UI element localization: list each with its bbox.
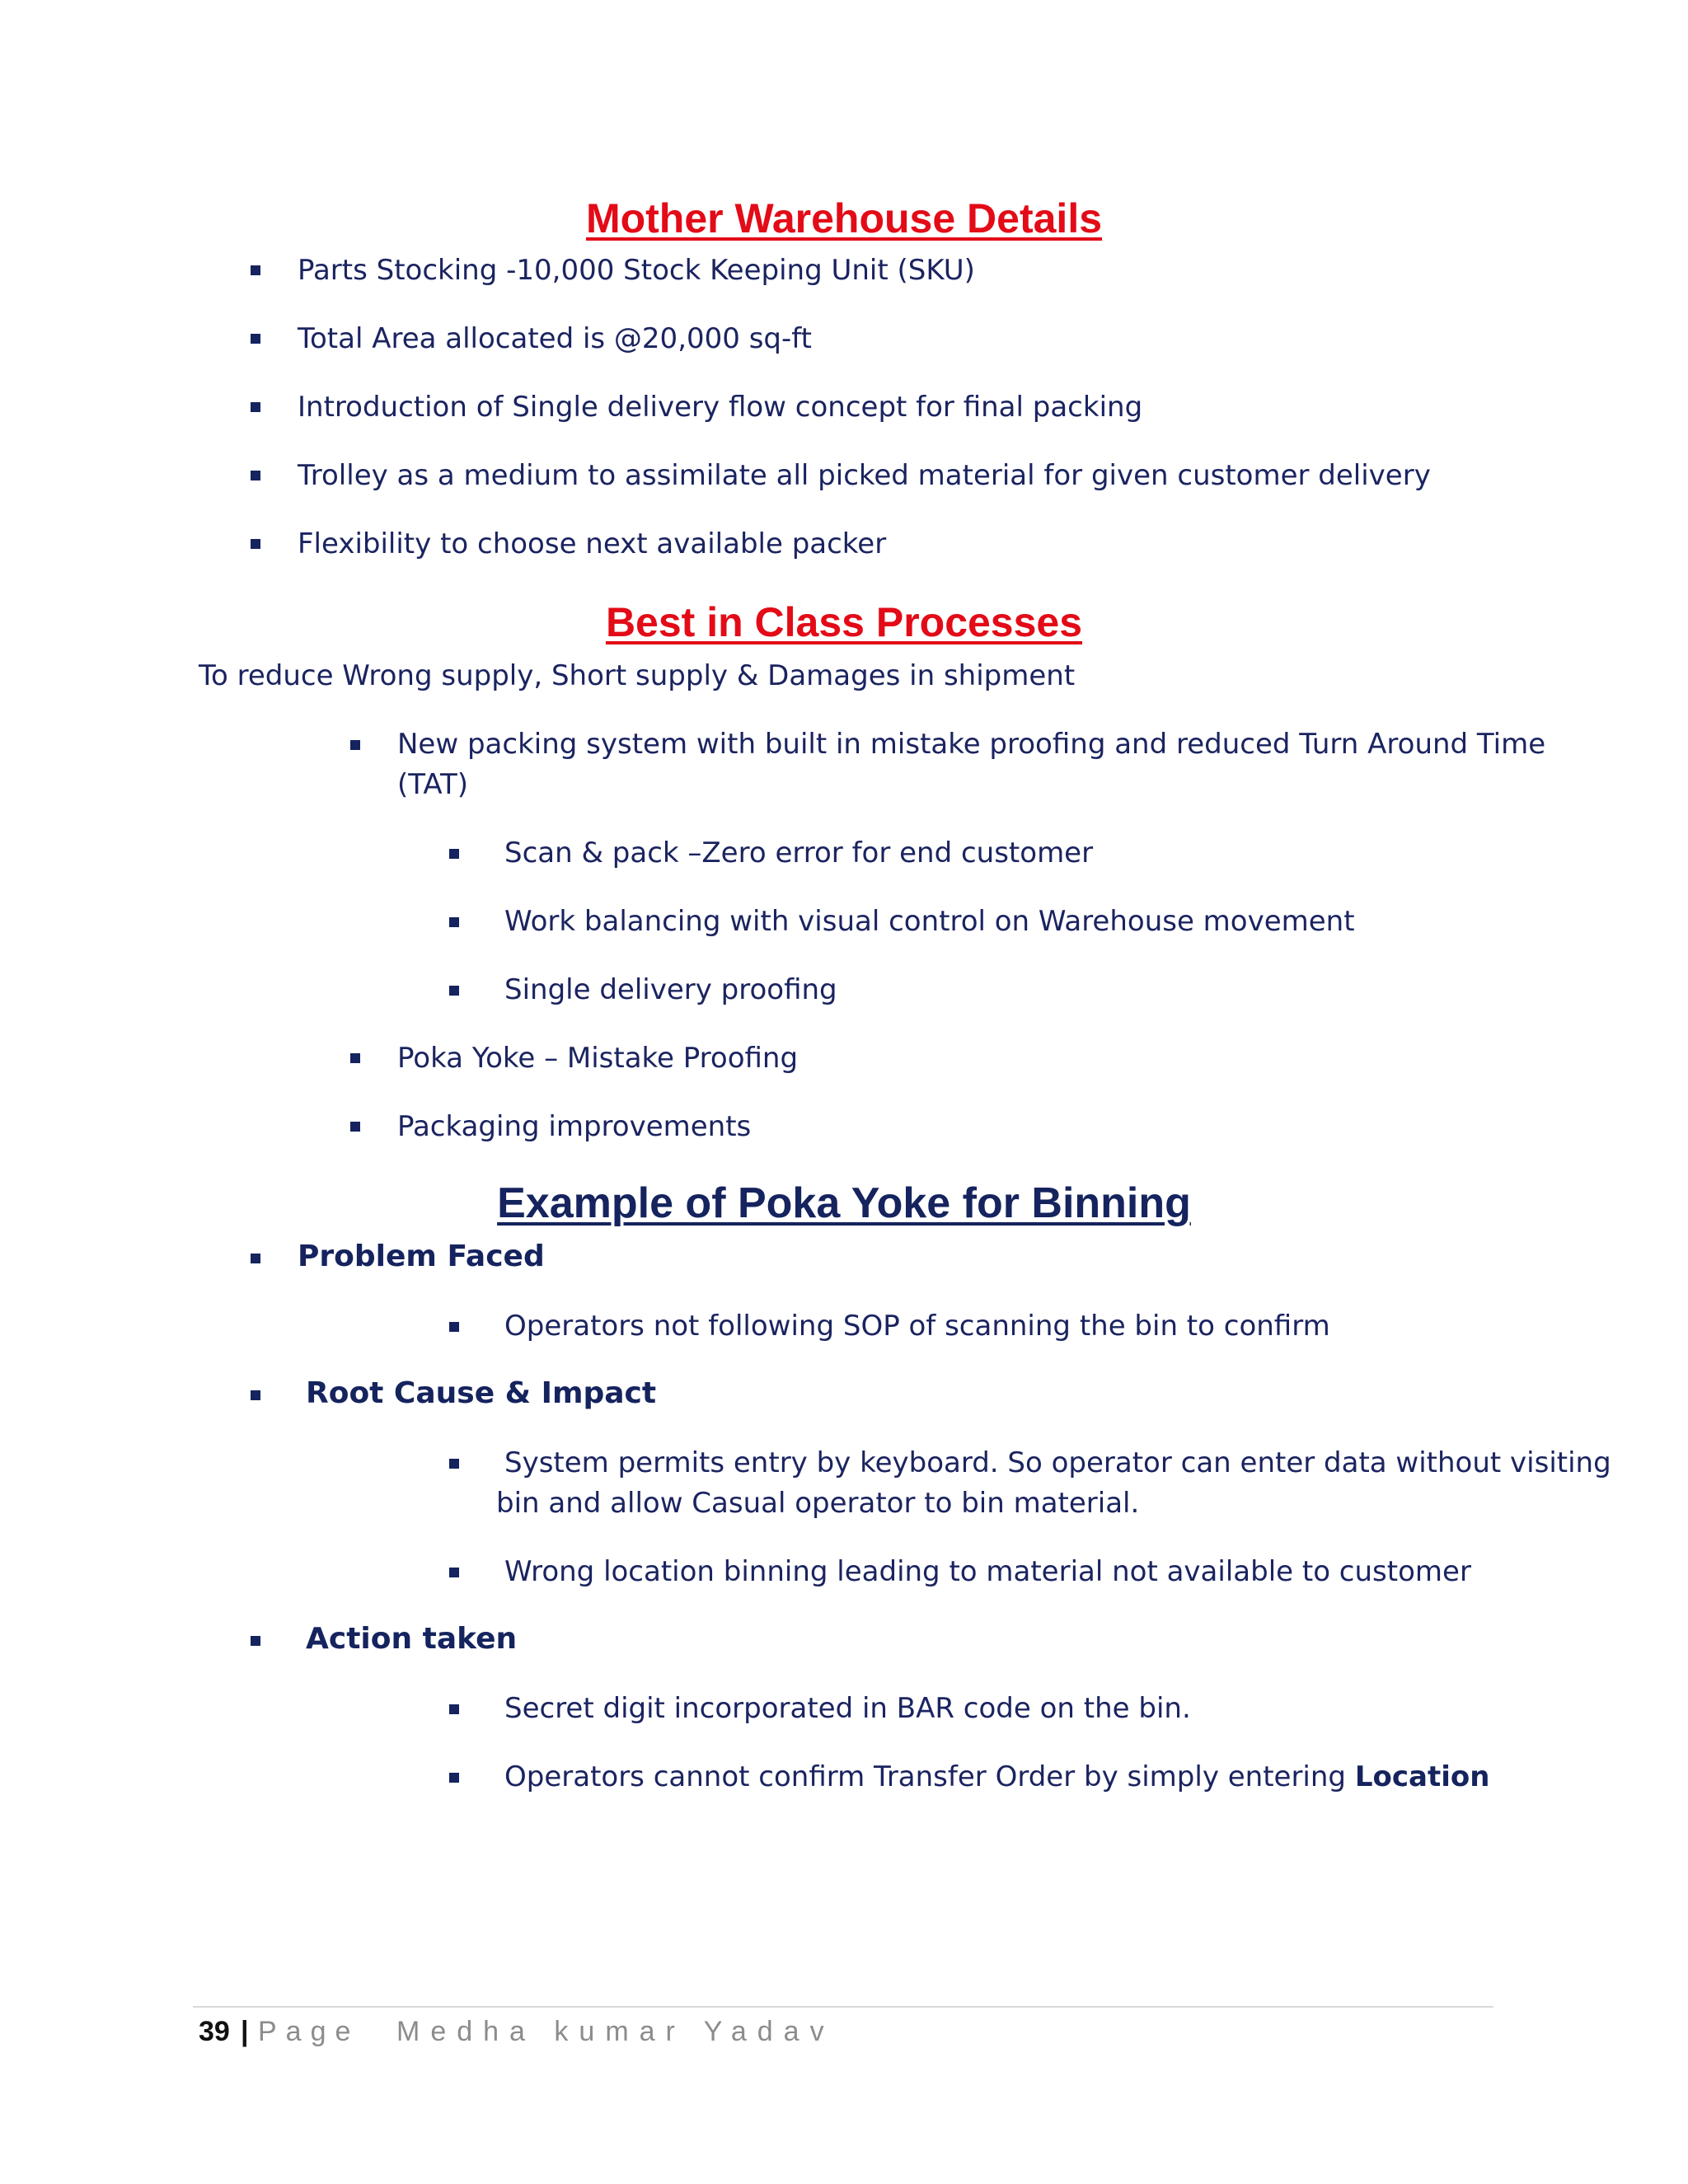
bullet-icon: [449, 917, 459, 927]
section-title-best-in-class: Best in Class Processes: [605, 599, 1083, 645]
list-item: New packing system with built in mistake proofing and reduced Turn Around Time: [397, 728, 1546, 761]
list-item: Packaging improvements: [397, 1110, 752, 1143]
footer-author: Medha kumar Yadav: [396, 2016, 835, 2047]
bullet-icon: [449, 1322, 459, 1332]
bullet-icon: [449, 1459, 459, 1469]
bullet-icon: [251, 1390, 260, 1400]
sub-list-item: [504, 1760, 1489, 1793]
sub-list-item-continuation: bin and allow Casual operator to bin material.: [496, 1487, 1140, 1520]
page-number: 39: [199, 2016, 230, 2047]
list-item: Parts Stocking -10,000 Stock Keeping Unit (SKU): [298, 254, 975, 287]
sub-list-item: Secret digit incorporated in BAR code on the bin.: [504, 1692, 1191, 1725]
sub-list-item: Wrong location binning leading to material not available to customer: [504, 1555, 1471, 1588]
list-item: Poka Yoke – Mistake Proofing: [397, 1042, 799, 1075]
footer-divider: [193, 2006, 1493, 2008]
list-item: Total Area allocated is @20,000 sq-ft: [298, 322, 812, 355]
sub-list-item: Work balancing with visual control on Warehouse movement: [504, 905, 1355, 938]
footer-separator: |: [241, 2016, 249, 2047]
sub-list-item-text: Operators cannot confirm Transfer Order by simply entering: [504, 1760, 1355, 1793]
sub-list-item: Single delivery proofing: [504, 973, 837, 1006]
list-item: Trolley as a medium to assimilate all picked material for given customer delivery: [298, 459, 1431, 492]
location-keyword: Location: [1354, 1760, 1490, 1793]
bullet-icon: [449, 1704, 459, 1714]
bullet-icon: [251, 1636, 260, 1646]
problem-label: Problem Faced: [298, 1240, 545, 1273]
list-item-continuation: (TAT): [397, 768, 469, 801]
sub-list-item: Operators not following SOP of scanning the bin to confirm: [504, 1310, 1330, 1343]
bullet-icon: [350, 1122, 360, 1132]
bullet-icon: [449, 986, 459, 996]
bullet-icon: [449, 849, 459, 859]
bullet-icon: [251, 402, 260, 412]
bullet-icon: [449, 1568, 459, 1577]
section-intro: To reduce Wrong supply, Short supply & Damages in shipment: [199, 659, 1076, 692]
bullet-icon: [251, 471, 260, 480]
bullet-icon: [449, 1773, 459, 1783]
bullet-icon: [251, 334, 260, 344]
bullet-icon: [350, 1053, 360, 1063]
section-title-mother-warehouse: Mother Warehouse Details: [585, 195, 1103, 241]
action-label: Action taken: [306, 1622, 518, 1656]
list-item: Flexibility to choose next available packer: [298, 527, 887, 560]
footer-page-label: Page: [258, 2016, 360, 2047]
bullet-icon: [251, 265, 260, 275]
list-item: Introduction of Single delivery flow concept for final packing: [298, 391, 1143, 424]
bullet-icon: [350, 740, 360, 750]
bullet-icon: [251, 1254, 260, 1263]
section-title-poka-yoke-example: Example of Poka Yoke for Binning: [497, 1179, 1191, 1227]
root-cause-label: Root Cause & Impact: [306, 1376, 657, 1410]
sub-list-item: Scan & pack –Zero error for end customer: [504, 837, 1094, 869]
sub-list-item: System permits entry by keyboard. So operator can enter data without visiting: [504, 1446, 1611, 1479]
bullet-icon: [251, 539, 260, 549]
